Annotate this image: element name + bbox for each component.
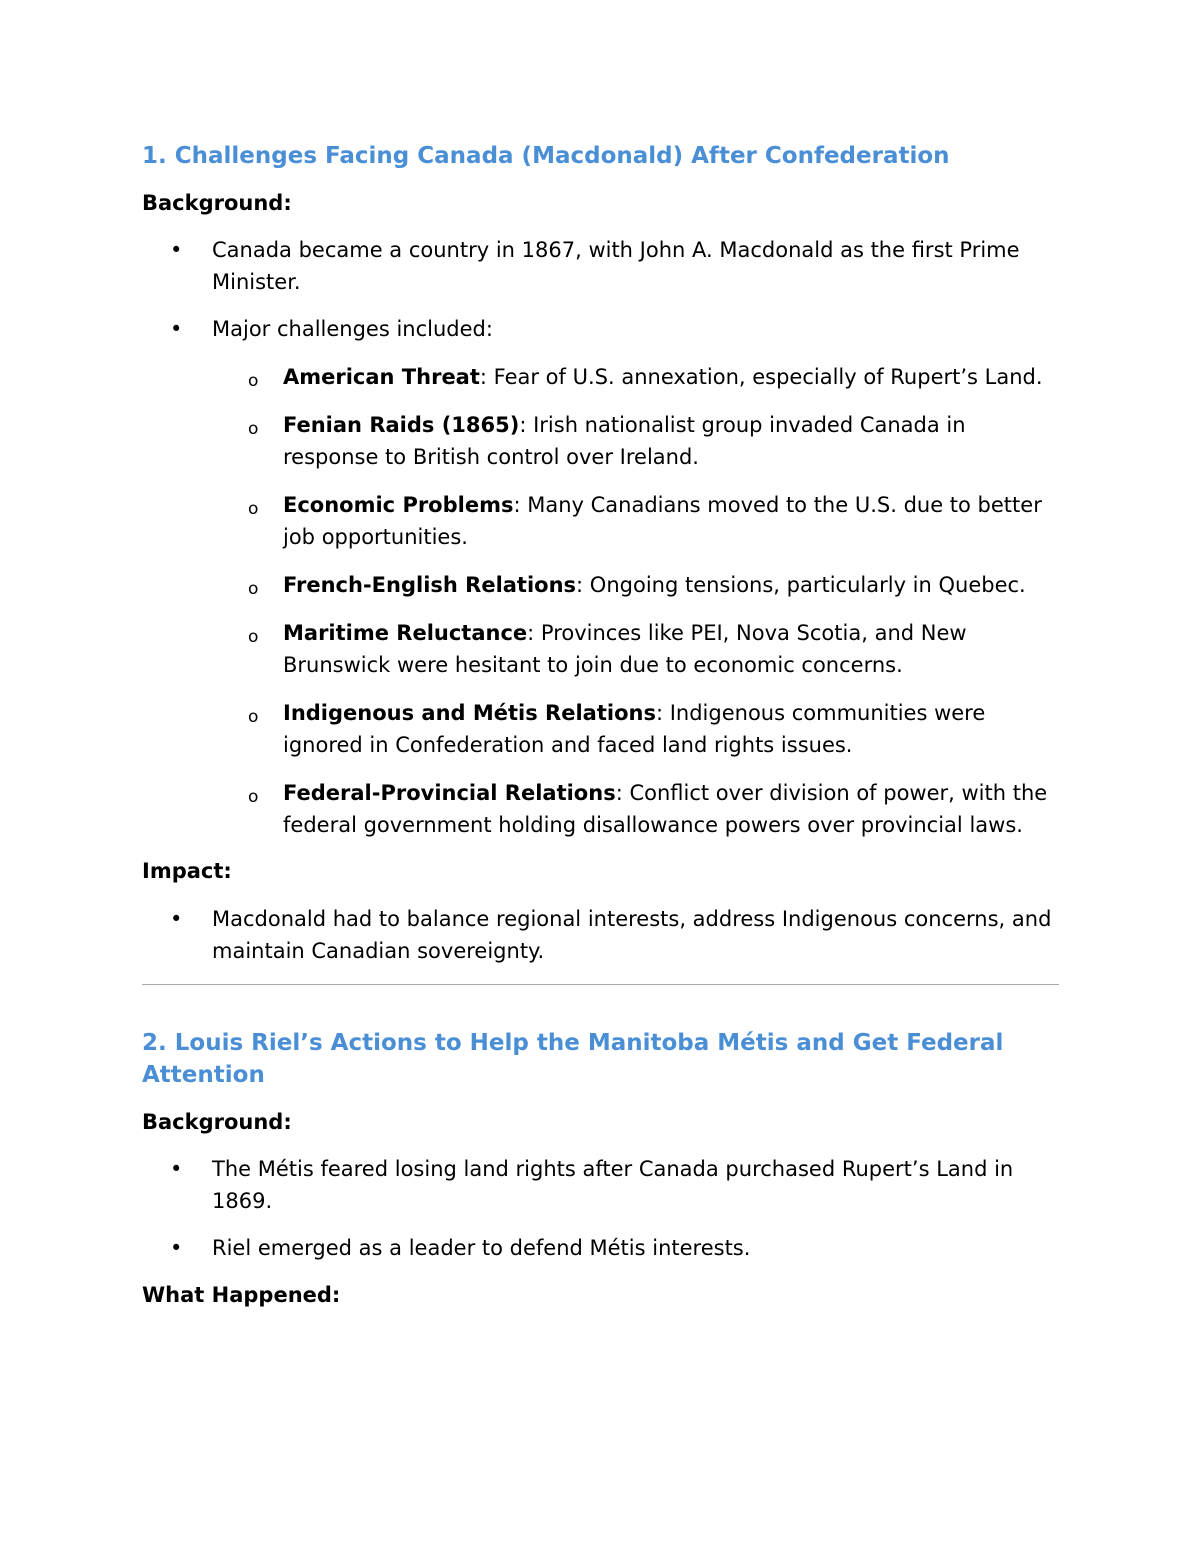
challenge-term: Maritime Reluctance — [283, 621, 528, 645]
bullet-icon: • — [170, 1157, 183, 1181]
section-2-what-happened-heading: What Happened: — [142, 1283, 341, 1307]
section-2-title: 2. Louis Riel’s Actions to Help the Manitoba Métis and Get Federal Attention — [142, 1030, 1004, 1088]
list-item-text: Macdonald had to balance regional interests, address Indigenous concerns, and maintain Canadian sovereignty. — [212, 907, 1052, 963]
list-item — [142, 1153, 1060, 1217]
challenge-term: Federal-Provincial Relations — [283, 781, 616, 805]
list-item — [142, 903, 1060, 967]
challenge-text: : Many Canadians moved to the U.S. due to better job opportunities. — [283, 493, 1042, 549]
bullet-icon: • — [170, 238, 183, 262]
list-item — [142, 617, 1060, 681]
list-item-text: Riel emerged as a leader to defend Métis interests. — [212, 1236, 751, 1260]
list-item — [142, 569, 1060, 601]
list-item — [142, 1232, 1060, 1264]
section-1-impact-heading: Impact: — [142, 859, 232, 883]
challenge-term: Economic Problems — [283, 493, 514, 517]
section-2-background-heading: Background: — [142, 1110, 292, 1134]
horizontal-divider — [142, 984, 1059, 985]
challenge-text: : Fear of U.S. annexation, especially of Rupert’s Land. — [479, 365, 1043, 389]
list-item — [142, 489, 1060, 553]
bullet-icon: • — [170, 907, 183, 931]
sub-bullet-icon: o — [248, 371, 259, 391]
list-item — [142, 313, 1060, 841]
list-item-text: Major challenges included: — [212, 317, 493, 341]
challenge-term: Indigenous and Métis Relations — [283, 701, 656, 725]
bullet-icon: • — [170, 317, 183, 341]
list-item — [142, 777, 1060, 841]
challenge-text: : Indigenous communities were ignored in Confederation and faced land rights issues. — [283, 701, 986, 757]
list-item — [142, 361, 1060, 393]
challenge-term: Fenian Raids (1865) — [283, 413, 520, 437]
sub-bullet-icon: o — [248, 579, 259, 599]
list-item-text: Canada became a country in 1867, with John A. Macdonald as the first Prime Minister. — [212, 238, 1020, 294]
sub-bullet-icon: o — [248, 787, 259, 807]
list-item — [142, 697, 1060, 761]
section-2-background-list — [142, 1153, 1060, 1264]
challenge-term: American Threat — [283, 365, 480, 389]
bullet-icon: • — [170, 1236, 183, 1260]
challenge-text: : Provinces like PEI, Nova Scotia, and New Brunswick were hesitant to join due to economic concerns. — [283, 621, 967, 677]
list-item-text: The Métis feared losing land rights after Canada purchased Rupert’s Land in 1869. — [212, 1157, 1014, 1213]
sub-bullet-icon: o — [248, 707, 259, 727]
challenge-text: : Irish nationalist group invaded Canada in response to British control over Ireland. — [283, 413, 966, 469]
list-item — [142, 409, 1060, 473]
section-1-background-heading: Background: — [142, 191, 292, 215]
sub-bullet-icon: o — [248, 419, 259, 439]
section-1-title: 1. Challenges Facing Canada (Macdonald) After Confederation — [142, 143, 950, 169]
challenge-term: French-English Relations — [283, 573, 577, 597]
sub-bullet-icon: o — [248, 627, 259, 647]
list-item — [142, 234, 1060, 298]
section-1-impact-list — [142, 903, 1060, 967]
sub-bullet-icon: o — [248, 499, 259, 519]
challenge-text: : Conflict over division of power, with the federal government holding disallowance powers over provincial laws. — [283, 781, 1048, 837]
document-body — [142, 140, 1060, 1311]
challenges-list — [212, 361, 1060, 841]
section-1-background-list — [142, 234, 1060, 841]
challenge-text: : Ongoing tensions, particularly in Quebec. — [576, 573, 1026, 597]
